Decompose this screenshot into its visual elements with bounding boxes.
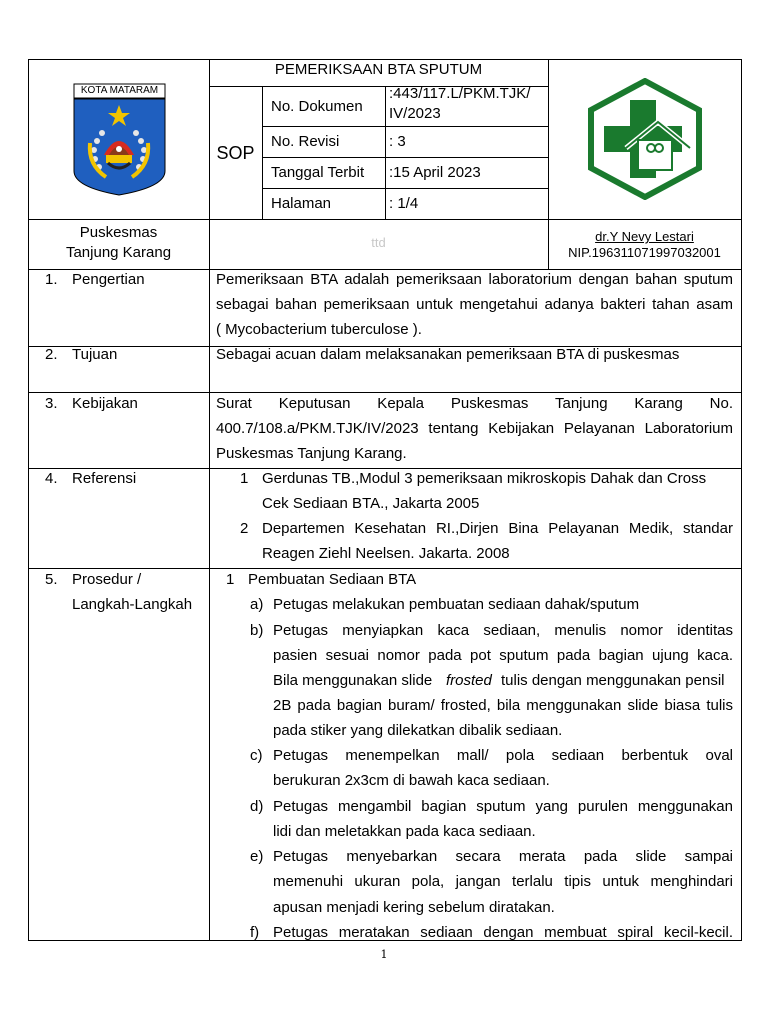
tanggal-terbit-value: :15 April 2023 <box>389 164 481 181</box>
referensi-item-number: 1 <box>240 470 249 487</box>
kota-mataram-logo <box>72 83 167 197</box>
section-number: 2. <box>45 346 58 363</box>
section-number: 5. <box>45 571 58 588</box>
procedure-line: memenuhi ukuran pola, jangan terlalu tipis untuk menghindari <box>273 873 733 890</box>
pengertian-line: sebagai bahan pemeriksaan untuk mengetahui adanya bakteri tahan asam <box>216 296 733 313</box>
referensi-item-line: Departemen Kesehatan RI.,Dirjen Bina Pelayanan Medik, standar <box>262 520 733 537</box>
signature-placeholder: ttd <box>371 235 386 250</box>
no-revisi-label: No. Revisi <box>271 133 340 150</box>
section-number: 1. <box>45 271 58 288</box>
section-label: Langkah-Langkah <box>72 596 193 613</box>
procedure-marker: f) <box>250 924 260 941</box>
procedure-line: Petugas meratakan sediaan dengan membuat spiral kecil-kecil. <box>273 924 733 940</box>
procedure-line: Petugas menyebarkan secara merata pada slide sampai <box>273 848 733 865</box>
no-dokumen-value-1: :443/117.L/PKM.TJK/ <box>389 85 531 102</box>
step-number: 1 <box>226 571 235 588</box>
puskesmas-name-2: Tanjung Karang <box>65 244 172 261</box>
referensi-item-number: 2 <box>240 520 249 537</box>
no-dokumen-value-2: IV/2023 <box>389 105 441 122</box>
procedure-line: Petugas menempelkan mall/ pola sediaan berbentuk oval <box>273 747 733 764</box>
logo-label: KOTA MATARAM <box>80 85 159 96</box>
signer-nip: NIP.196311071997032001 <box>568 245 721 260</box>
procedure-line: Petugas mengambil bagian sputum yang purulen menggunakan <box>273 798 733 815</box>
pengertian-line: ( Mycobacterium tuberculose ). <box>216 321 422 338</box>
kebijakan-line: 400.7/108.a/PKM.TJK/IV/2023 tentang Kebijakan Pelayanan Laboratorium <box>216 420 733 437</box>
section-number: 4. <box>45 470 58 487</box>
tanggal-terbit-label: Tanggal Terbit <box>271 164 365 181</box>
procedure-line: berukuran 2x3cm di bawah kaca sediaan. <box>273 772 550 789</box>
procedure-line: Bila menggunakan slide <box>273 672 433 689</box>
procedure-line: Petugas menyiapkan kaca sediaan, menulis nomor identitas <box>273 622 733 639</box>
procedure-marker: c) <box>250 747 263 764</box>
puskesmas-logo <box>586 78 704 200</box>
kebijakan-line: Surat Keputusan Kepala Puskesmas Tanjung Karang No. <box>216 395 733 412</box>
procedure-marker: e) <box>250 848 264 865</box>
step-title: Pembuatan Sediaan BTA <box>248 571 417 588</box>
no-revisi-value: : 3 <box>389 133 406 150</box>
procedure-line: 2B pada bagian buram/ frosted, bila menggunakan slide biasa tulis <box>273 697 733 714</box>
procedure-marker: d) <box>250 798 264 815</box>
tujuan-line: Sebagai acuan dalam melaksanakan pemeriksaan BTA di puskesmas <box>216 346 680 363</box>
halaman-label: Halaman <box>271 195 332 212</box>
procedure-line: pasien sesuai nomor pada pot sputum pada bagian ujung kaca. <box>273 647 733 664</box>
kebijakan-line: Puskesmas Tanjung Karang. <box>216 445 407 462</box>
procedure-marker: a) <box>250 596 264 613</box>
procedure-line: lidi dan meletakkan pada kaca sediaan. <box>273 823 536 840</box>
section-label: Tujuan <box>72 346 118 363</box>
procedure-marker: b) <box>250 622 264 639</box>
referensi-item-line: Gerdunas TB.,Modul 3 pemeriksaan mikroskopis Dahak dan Cross <box>262 470 707 487</box>
sop-label: SOP <box>216 143 255 163</box>
procedure-line: pada stiker yang dilekatkan dibalik sediaan. <box>273 722 563 739</box>
section-label: Referensi <box>72 470 137 487</box>
page-number: 1 <box>380 948 388 961</box>
section-label: Kebijakan <box>72 395 138 412</box>
puskesmas-name-1: Puskesmas <box>79 224 158 241</box>
halaman-value: : 1/4 <box>389 195 419 212</box>
procedure-line: apusan menjadi kering sebelum diratakan. <box>273 899 555 916</box>
referensi-item-line: Cek Sediaan BTA., Jakarta 2005 <box>262 495 480 512</box>
section-number: 3. <box>45 395 58 412</box>
pengertian-line: Pemeriksaan BTA adalah pemeriksaan laboratorium dengan bahan sputum <box>216 271 733 288</box>
signer-name: dr.Y Nevy Lestari <box>595 229 694 244</box>
procedure-line: Petugas melakukan pembuatan sediaan dahak/sputum <box>273 596 640 613</box>
no-dokumen-label: No. Dokumen <box>271 98 363 115</box>
procedure-line: tulis dengan menggunakan pensil <box>501 672 725 689</box>
procedure-line-italic: frosted <box>446 672 492 689</box>
referensi-item-line: Reagen Ziehl Neelsen. Jakarta. 2008 <box>262 545 510 562</box>
document-title: PEMERIKSAAN BTA SPUTUM <box>274 61 483 78</box>
section-label: Prosedur / <box>72 571 142 588</box>
section-label: Pengertian <box>72 271 145 288</box>
